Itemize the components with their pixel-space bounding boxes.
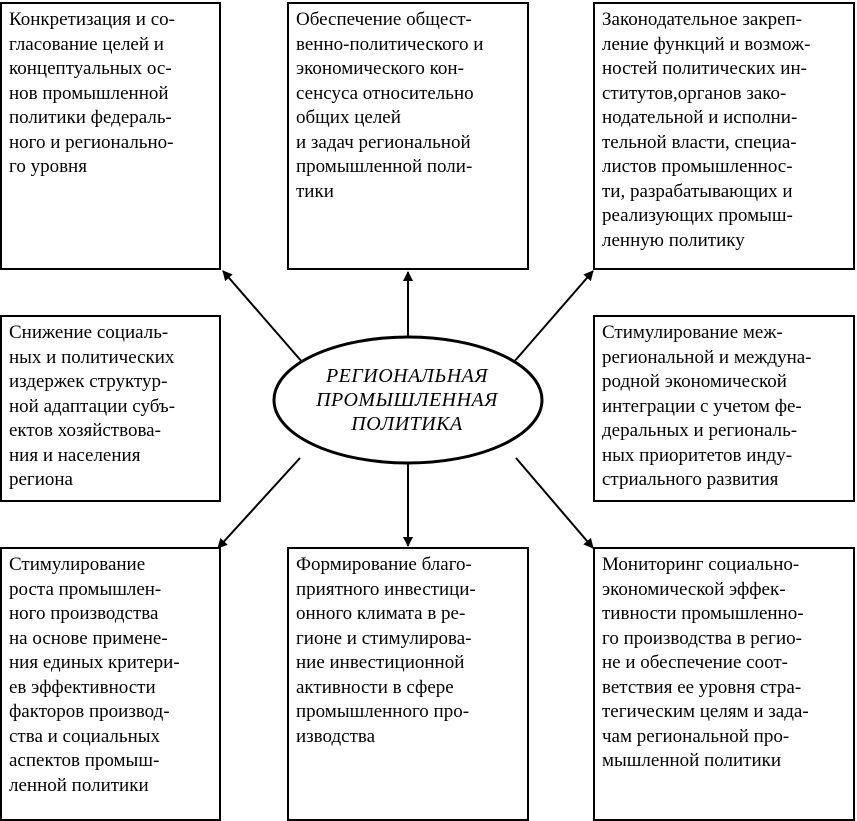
box-text-line: ститутов,органов зако- — [602, 82, 787, 104]
box-top-right — [593, 2, 855, 270]
box-text-line: ния единых критери- — [9, 652, 180, 673]
box-text-line: ных и политических — [9, 346, 175, 368]
box-text-line: роста промышлен- — [9, 578, 162, 600]
box-text-line: нов промышленной — [9, 82, 169, 104]
box-text-line: ной адаптации субъ- — [9, 395, 176, 417]
box-text-line: ление функций и возмож- — [602, 33, 811, 55]
box-top-center — [287, 2, 529, 270]
box-text-line: Стимулирование меж- — [602, 322, 783, 343]
box-text-line: ев эффективности — [9, 676, 156, 698]
box-text-line: родной экономической — [602, 371, 787, 392]
box-text-line: Конкретизация и со- — [9, 9, 175, 30]
box-text-line: ние инвестиционной — [296, 652, 465, 673]
box-bottom-right — [593, 547, 855, 821]
box-text-line: стриального развития — [602, 469, 779, 490]
box-text-line: экономической эффек- — [602, 578, 786, 600]
box-text-line: промышленного про- — [296, 701, 470, 722]
box-text-line: Законодательное закреп- — [602, 9, 803, 30]
box-text-line: сенсуса относительно — [296, 82, 474, 104]
box-text-line: тики — [296, 180, 334, 202]
box-text-line: ных приоритетов инду- — [602, 444, 793, 466]
box-text-line: экономического кон- — [296, 58, 464, 79]
box-text-line: региона — [9, 469, 73, 490]
box-text-line: на основе примене- — [9, 627, 168, 649]
box-text-line: приятного инвестици- — [296, 578, 476, 600]
box-text-line: гионе и стимулирова- — [296, 627, 472, 649]
box-text-line: политики федераль- — [9, 107, 172, 128]
box-text-line: го производства в регио- — [602, 627, 802, 649]
box-bottom-center — [287, 547, 529, 821]
box-text-line: Стимулирование — [9, 554, 146, 575]
box-text-line: нодательной и исполни- — [602, 107, 798, 128]
box-text-line: тегическим целям и зада- — [602, 701, 809, 722]
box-text-line: гласование целей и — [9, 33, 164, 55]
box-text-line: го уровня — [9, 156, 87, 177]
box-text-line: общих целей — [296, 107, 401, 128]
box-text-line: мышленной политики — [602, 750, 782, 771]
box-text-line: промышленной поли- — [296, 156, 473, 177]
box-text-line: ленной политики — [9, 774, 149, 796]
box-top-left — [0, 2, 221, 270]
box-text-line: активности в сфере — [296, 676, 454, 698]
box-text-line: ного производства — [9, 603, 159, 624]
box-text-line: чам региональной про- — [602, 725, 790, 747]
box-text-line: изводства — [296, 725, 376, 747]
box-text-line: не и обеспечение соот- — [602, 652, 788, 673]
box-text-line: издержек структур- — [9, 371, 168, 392]
box-text-line: ленную политику — [602, 229, 745, 251]
box-text-line: ветствия ее уровня стра- — [602, 676, 802, 698]
box-text-line: факторов производ- — [9, 701, 170, 722]
center-title-line: ПРОМЫШЛЕННАЯ — [316, 389, 498, 411]
box-middle-right — [593, 315, 855, 502]
box-text-line: Снижение социаль- — [9, 322, 169, 343]
box-text-line: Формирование благо- — [296, 554, 472, 575]
box-text-line: ти, разрабатывающих и — [602, 180, 793, 202]
box-text-line: реализующих промыш- — [602, 205, 793, 226]
arrow-to-bottom-left — [218, 458, 300, 548]
box-text-line: концептуальных ос- — [9, 58, 172, 79]
center-title-line: РЕГИОНАЛЬНАЯ — [325, 365, 489, 387]
box-text-line: листов промышленнос- — [602, 156, 793, 177]
center-title — [272, 335, 542, 465]
box-text-line: тивности промышленно- — [602, 603, 804, 624]
box-text-line: ного и регионально- — [9, 131, 174, 153]
box-text-line: Обеспечение общест- — [296, 9, 472, 30]
box-bottom-left — [0, 547, 221, 821]
box-text-line: тельной власти, специа- — [602, 131, 797, 153]
box-text-line: аспектов промыш- — [9, 750, 160, 771]
box-text-line: онного климата в ре- — [296, 603, 466, 624]
box-text-line: ектов хозяйствова- — [9, 420, 161, 441]
box-text-line: ния и населения — [9, 444, 141, 466]
box-text-line: интеграции с учетом фе- — [602, 395, 802, 417]
arrow-to-bottom-right — [516, 458, 593, 548]
box-text-line: ства и социальных — [9, 725, 161, 747]
box-text-line: и задач региональной — [296, 131, 471, 153]
box-text-line: региональной и междуна- — [602, 346, 812, 368]
center-title-line: ПОЛИТИКА — [351, 413, 463, 435]
box-middle-left — [0, 315, 221, 502]
box-text-line: ностей политических ин- — [602, 58, 807, 79]
box-text-line: Мониторинг социально- — [602, 554, 800, 575]
box-text-line: деральных и региональ- — [602, 420, 798, 441]
box-text-line: венно-политического и — [296, 33, 484, 55]
